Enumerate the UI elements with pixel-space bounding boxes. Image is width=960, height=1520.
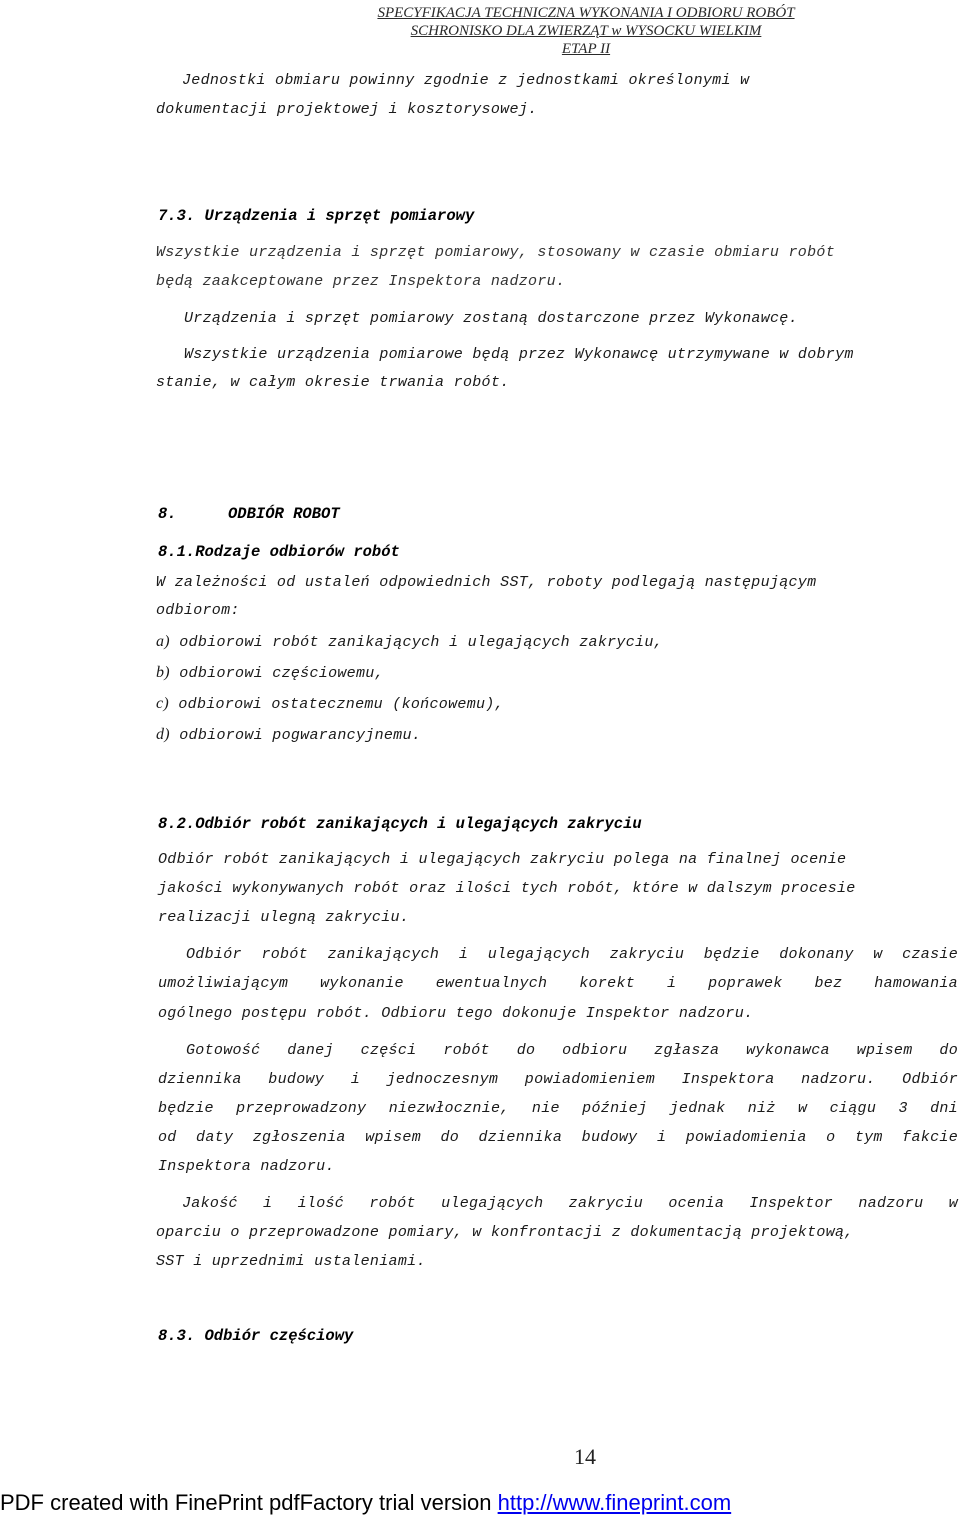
list-item-text: odbiorowi pogwarancyjnemu. [179, 727, 422, 744]
header-line-1: SPECYFIKACJA TECHNICZNA WYKONANIA I ODBIORU ROBÓT [377, 5, 795, 21]
section-8-1-heading: 8.1.Rodzaje odbiorów robót [158, 543, 400, 561]
list-item [156, 726, 421, 744]
s82-p3-line-3: będzie przeprowadzony niezwłocznie, nie później jednak niż w ciągu 3 dni [158, 1100, 958, 1117]
list-item [156, 695, 504, 713]
list-item [156, 664, 384, 682]
s73-line-3: Urządzenia i sprzęt pomiarowy zostaną dostarczone przez Wykonawcę. [184, 310, 798, 327]
s82-p2-line-2: umożliwiającym wykonanie ewentualnych korekt i poprawek bez hamowania [158, 975, 958, 992]
s82-p2-line-3: ogólnego postępu robót. Odbioru tego dokonuje Inspektor nadzoru. [158, 1005, 754, 1022]
intro-line-1: Jednostki obmiaru powinny zgodnie z jednostkami określonymi w [182, 72, 750, 89]
s82-p3-line-2: dziennika budowy i jednoczesnym powiadomieniem Inspektora nadzoru. Odbiór [158, 1071, 958, 1088]
list-item [156, 633, 663, 651]
footer-text: PDF created with FinePrint pdfFactory trial version [0, 1490, 498, 1515]
page-number: 14 [574, 1444, 596, 1469]
list-item-letter: b) [156, 664, 170, 681]
header-line-3: ETAP II [561, 41, 611, 57]
list-item-text: odbiorowi częściowemu, [179, 665, 384, 682]
s73-line-5: stanie, w całym okresie trwania robót. [156, 374, 510, 391]
section-8-2-heading: 8.2.Odbiór robót zanikających i ulegających zakryciu [158, 815, 642, 833]
section-8-title: ODBIÓR ROBOT [228, 505, 340, 523]
list-item-text: odbiorowi robót zanikających i ulegających zakryciu, [179, 634, 663, 651]
pdf-footer [0, 1490, 731, 1516]
s73-line-4: Wszystkie urządzenia pomiarowe będą przez Wykonawcę utrzymywane w dobrym [184, 346, 854, 363]
s82-p1-line-2: jakości wykonywanych robót oraz ilości tych robót, które w dalszym procesie [158, 880, 856, 897]
s82-p4-line-1: Jakość i ilość robót ulegających zakryciu ocenia Inspektor nadzoru w [182, 1195, 958, 1212]
list-item-letter: a) [156, 633, 170, 650]
section-8-3-heading: 8.3. Odbiór częściowy [158, 1327, 354, 1345]
s82-p3-line-4: od daty zgłoszenia wpisem do dziennika budowy i powiadomienia o tym fakcie [158, 1129, 958, 1146]
s81-line-1: W zależności od ustaleń odpowiednich SST, roboty podlegają następującym [156, 574, 817, 591]
list-item-text: odbiorowi ostatecznemu (końcowemu), [178, 696, 504, 713]
s82-p4-line-3: SST i uprzednimi ustaleniami. [156, 1253, 426, 1270]
footer-link[interactable]: http://www.fineprint.com [497, 1490, 732, 1515]
section-7-3-heading: 7.3. Urządzenia i sprzęt pomiarowy [158, 207, 475, 225]
section-8-number: 8. [158, 505, 177, 523]
s73-line-2: będą zaakceptowane przez Inspektora nadzoru. [156, 273, 566, 290]
s82-p1-line-1: Odbiór robót zanikających i ulegających zakryciu polega na finalnej ocenie [158, 851, 847, 868]
s82-p4-line-2: oparciu o przeprowadzone pomiary, w konfrontacji z dokumentacją projektową, [156, 1224, 854, 1241]
s82-p3-line-1: Gotowość danej części robót do odbioru zgłasza wykonawca wpisem do [186, 1042, 958, 1059]
s81-line-2: odbiorom: [156, 602, 240, 619]
s82-p3-line-5: Inspektora nadzoru. [158, 1158, 335, 1175]
list-item-letter: c) [156, 695, 170, 712]
s73-line-1: Wszystkie urządzenia i sprzęt pomiarowy, stosowany w czasie obmiaru robót [156, 244, 836, 261]
intro-line-2: dokumentacji projektowej i kosztorysowej. [156, 101, 538, 118]
list-item-letter: d) [156, 726, 170, 743]
s82-p2-line-1: Odbiór robót zanikających i ulegających zakryciu będzie dokonany w czasie [186, 946, 958, 963]
header-line-2: SCHRONISKO DLA ZWIERZĄT w WYSOCKU WIELKIM [410, 23, 762, 39]
s82-p1-line-3: realizacji ulegną zakryciu. [158, 909, 410, 926]
